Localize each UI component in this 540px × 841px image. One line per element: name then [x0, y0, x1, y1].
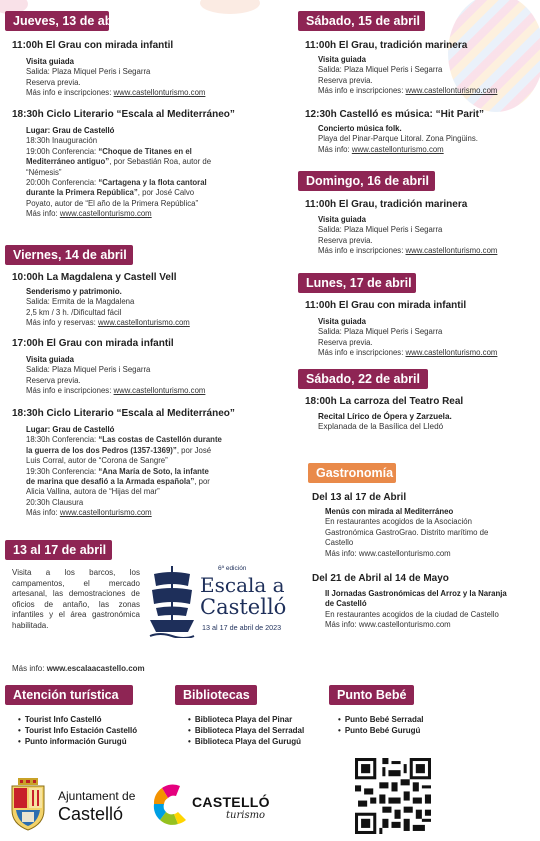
event-line: “Némesis”: [26, 167, 62, 177]
event-line: Castello: [325, 538, 354, 548]
event-line: Poyato, autor de “El año de la Primera República”: [26, 198, 199, 208]
logo-edition: 6ª edición: [218, 565, 247, 572]
event-line: Salida: Plaza Miquel Peris i Segarra: [318, 327, 443, 337]
more-info-escala: [12, 664, 145, 673]
event-line: 19:30h Conferencia:: [26, 466, 99, 476]
info-label: Más info e inscripciones:: [26, 88, 114, 98]
event-subtitle: Visita guiada: [26, 57, 74, 66]
event-title: Del 21 de Abril al 14 de Mayo: [312, 573, 449, 584]
info-link[interactable]: www.castellonturismo.com: [113, 386, 206, 396]
event-title: 10:00h La Magdalena y Castell Vell: [12, 272, 177, 283]
event-line-bold: de marina que desafió a la Armada española”: [26, 477, 195, 487]
decorative-egg-top-mid: [200, 0, 260, 14]
event-line: Salida: Plaza Miquel Peris i Segarra: [318, 65, 443, 75]
event-line: Salida: Plaza Miquel Peris i Segarra: [26, 365, 151, 375]
event-monday17-grau-infantil: [305, 300, 537, 359]
info-label: Más info e inscripciones:: [318, 348, 406, 358]
info-label: Más info e inscripciones:: [318, 86, 406, 96]
event-title: 18:30h Ciclo Literario “Escala al Mediterráneo”: [12, 109, 235, 120]
event-title: 11:00h El Grau, tradición marinera: [305, 199, 468, 210]
event-line: Salida: Plaza Miquel Peris i Segarra: [26, 67, 151, 77]
info-label: Más info e inscripciones:: [26, 386, 114, 396]
event-friday-magdalena: [12, 272, 282, 329]
info-label: Más info e inscripciones:: [318, 246, 406, 256]
range-description: Visita a los barcos, los campamentos, el mercado artesanal, las demostraciones de oficios de antaño, las zonas infantiles y el área gastronómica habilitada.: [12, 568, 140, 630]
event-line: , por José Calvo: [137, 188, 195, 198]
list-item: • Punto información Gurugú: [18, 736, 137, 747]
coat-of-arms-icon: [8, 778, 48, 832]
header-atencion-turistica: Atención turística: [5, 685, 133, 705]
event-line: , por: [194, 477, 210, 487]
event-friday-grau-infantil: [12, 338, 282, 397]
event-line: 19:00h Conferencia:: [26, 146, 99, 156]
event-title: 11:00h El Grau con mirada infantil: [305, 300, 467, 311]
event-subtitle: Visita guiada: [26, 355, 74, 364]
castello-turismo-logo: [152, 782, 302, 834]
libraries-list: [188, 714, 304, 747]
info-link[interactable]: www.castellonturismo.com: [405, 348, 498, 358]
event-line-bold: la guerra de los dos Pedros (1357-1369)”: [26, 445, 177, 455]
event-title: Del 13 al 17 de Abril: [312, 492, 407, 503]
header-saturday-22: Sábado, 22 de abril: [298, 369, 428, 389]
event-subtitle: Lugar: Grau de Castelló: [26, 425, 115, 434]
header-punto-bebe: Punto Bebé: [329, 685, 414, 705]
event-title: 12:30h Castelló es música: “Hit Parit”: [305, 109, 484, 120]
event-line-bold: “Las costas de Castellón durante: [98, 435, 222, 445]
event-line: Salida: Plaza Miquel Peris i Segarra: [318, 225, 443, 235]
header-gastronomia: Gastronomía: [308, 463, 396, 483]
header-bibliotecas: Bibliotecas: [175, 685, 257, 705]
list-item: • Tourist Info Castelló: [18, 714, 137, 725]
info-link[interactable]: www.castellonturismo.com: [358, 548, 451, 558]
event-line: Salida: Ermita de la Magdalena: [26, 297, 135, 307]
info-label: Más info:: [26, 209, 60, 219]
info-label: Más info:: [325, 620, 359, 630]
turismo-c-icon: [152, 782, 188, 828]
event-line: Playa del Pinar-Parque Litoral. Zona Pingüins.: [318, 134, 478, 144]
info-label: Más info:: [318, 144, 352, 154]
list-item: • Biblioteca Playa del Pinar: [188, 714, 304, 725]
event-line-bold: “Cartagena y la flota cantoral: [98, 178, 207, 188]
info-link[interactable]: www.castellonturismo.com: [59, 209, 152, 219]
gastro-jornadas-arroz: [312, 573, 540, 631]
event-title: 18:30h Ciclo Literario “Escala al Mediterráneo”: [12, 408, 235, 419]
event-saturday15-hit-parit: [305, 109, 537, 155]
event-line: En restaurantes acogidos de la ciudad de Castello: [325, 609, 499, 619]
event-line: Alicia Vallina, autora de “Hijas del mar”: [26, 487, 160, 497]
escala-castello-logo: [148, 562, 298, 642]
ajuntament-line1: Ajuntament de: [58, 789, 136, 803]
event-friday-ciclo-literario: [12, 408, 292, 519]
event-line-bold: “Choque de Titanes en el: [98, 146, 192, 156]
list-item: • Biblioteca Playa del Gurugú: [188, 736, 304, 747]
info-label: Más info:: [26, 508, 60, 518]
event-line-bold: durante la Primera República”: [26, 188, 138, 198]
event-line: Explanada de la Basílica del Lledó: [318, 422, 444, 432]
event-subtitle: II Jornadas Gastronómicas del Arroz y la Naranja: [325, 589, 507, 598]
event-saturday22-carroza: [305, 396, 537, 433]
header-sunday-16: Domingo, 16 de abril: [298, 171, 435, 191]
event-title: 11:00h El Grau con mirada infantil: [12, 40, 174, 51]
event-subtitle: de Castelló: [325, 599, 367, 609]
event-subtitle: Visita guiada: [318, 55, 366, 64]
list-item: • Punto Bebé Gurugú: [338, 725, 424, 736]
event-line: 2,5 km / 3 h. /Dificultad fácil: [26, 307, 122, 317]
info-link[interactable]: www.castellonturismo.com: [113, 88, 206, 98]
event-line: 18:30h Inauguración: [26, 136, 98, 146]
event-line: 18:30h Conferencia:: [26, 435, 99, 445]
turismo-script: turismo: [226, 810, 266, 821]
info-label: Más info:: [325, 548, 359, 558]
event-subtitle: Concierto música folk.: [318, 124, 402, 133]
event-line-bold: Mediterráneo antiguo”: [26, 157, 110, 167]
event-line: Gastronómica GastroGrao. Distrito marítimo de: [325, 527, 489, 537]
list-item: • Biblioteca Playa del Serradal: [188, 725, 304, 736]
info-label: Más info:: [12, 664, 47, 673]
info-link[interactable]: www.castellonturismo.com: [358, 620, 451, 630]
event-line: Reserva previa.: [26, 375, 81, 385]
event-line: Luis Corral, autor de “Corona de Sangre”: [26, 456, 168, 466]
list-item: • Tourist Info Estación Castelló: [18, 725, 137, 736]
event-subtitle: Visita guiada: [318, 215, 366, 224]
logo-title-line1: Escala a: [200, 573, 285, 597]
info-link[interactable]: www.castellonturismo.com: [351, 144, 444, 154]
event-title: 17:00h El Grau con mirada infantil: [12, 338, 174, 349]
info-link-escala[interactable]: www.escalaacastello.com: [46, 664, 145, 673]
header-friday-14: Viernes, 14 de abril: [5, 245, 133, 265]
event-line: Reserva previa.: [318, 235, 373, 245]
event-subtitle: Recital Lírico de Ópera y Zarzuela.: [318, 412, 452, 421]
event-subtitle: Senderismo y patrimonio.: [26, 287, 122, 296]
ajuntament-logo: [8, 778, 148, 834]
turismo-wordmark: CASTELLÓ: [192, 794, 270, 810]
event-thursday-grau-infantil: [12, 40, 282, 99]
event-line: Reserva previa.: [318, 337, 373, 347]
event-line: Reserva previa.: [26, 77, 81, 87]
event-line: 20:00h Conferencia:: [26, 178, 99, 188]
info-link[interactable]: www.castellonturismo.com: [405, 86, 498, 96]
event-subtitle: Visita guiada: [318, 317, 366, 326]
info-link[interactable]: www.castellonturismo.com: [59, 508, 152, 518]
header-thursday-13: Jueves, 13 de abril: [5, 11, 109, 31]
info-label: Más info y reservas:: [26, 318, 98, 328]
event-saturday15-tradicion: [305, 40, 537, 97]
event-line: , por José: [176, 445, 212, 455]
event-line: Reserva previa.: [318, 75, 373, 85]
info-link[interactable]: www.castellonturismo.com: [405, 246, 498, 256]
header-13-17-abril: 13 al 17 de abril: [5, 540, 112, 560]
event-line: En restaurantes acogidos de la Asociación: [325, 517, 472, 527]
event-line: 20:30h Clausura: [26, 497, 84, 507]
logo-title-line2: Castelló: [200, 595, 287, 619]
baby-points-list: [338, 714, 424, 736]
tourist-info-list: [18, 714, 137, 747]
event-subtitle: Lugar: Grau de Castelló: [26, 126, 115, 135]
ship-icon: [148, 564, 196, 638]
event-thursday-ciclo-literario: [12, 109, 292, 220]
header-monday-17: Lunes, 17 de abril: [298, 273, 416, 293]
logo-dates: 13 al 17 de abril de 2023: [202, 623, 282, 632]
gastro-menus-mediterraneo: [312, 492, 538, 559]
ajuntament-line2: Castelló: [58, 804, 124, 824]
event-sunday16-tradicion: [305, 199, 537, 257]
event-line-bold: “Ana María de Soto, la infante: [98, 466, 209, 476]
event-subtitle: Menús con mirada al Mediterráneo: [325, 507, 454, 516]
event-title: 11:00h El Grau, tradición marinera: [305, 40, 468, 51]
header-saturday-15: Sábado, 15 de abril: [298, 11, 425, 31]
qr-code-icon[interactable]: [355, 758, 431, 834]
list-item: • Punto Bebé Serradal: [338, 714, 424, 725]
event-title: 18:00h La carroza del Teatro Real: [305, 396, 464, 407]
info-link[interactable]: www.castellonturismo.com: [97, 318, 190, 328]
event-line: , por Sebastián Roa, autor de: [109, 157, 212, 167]
